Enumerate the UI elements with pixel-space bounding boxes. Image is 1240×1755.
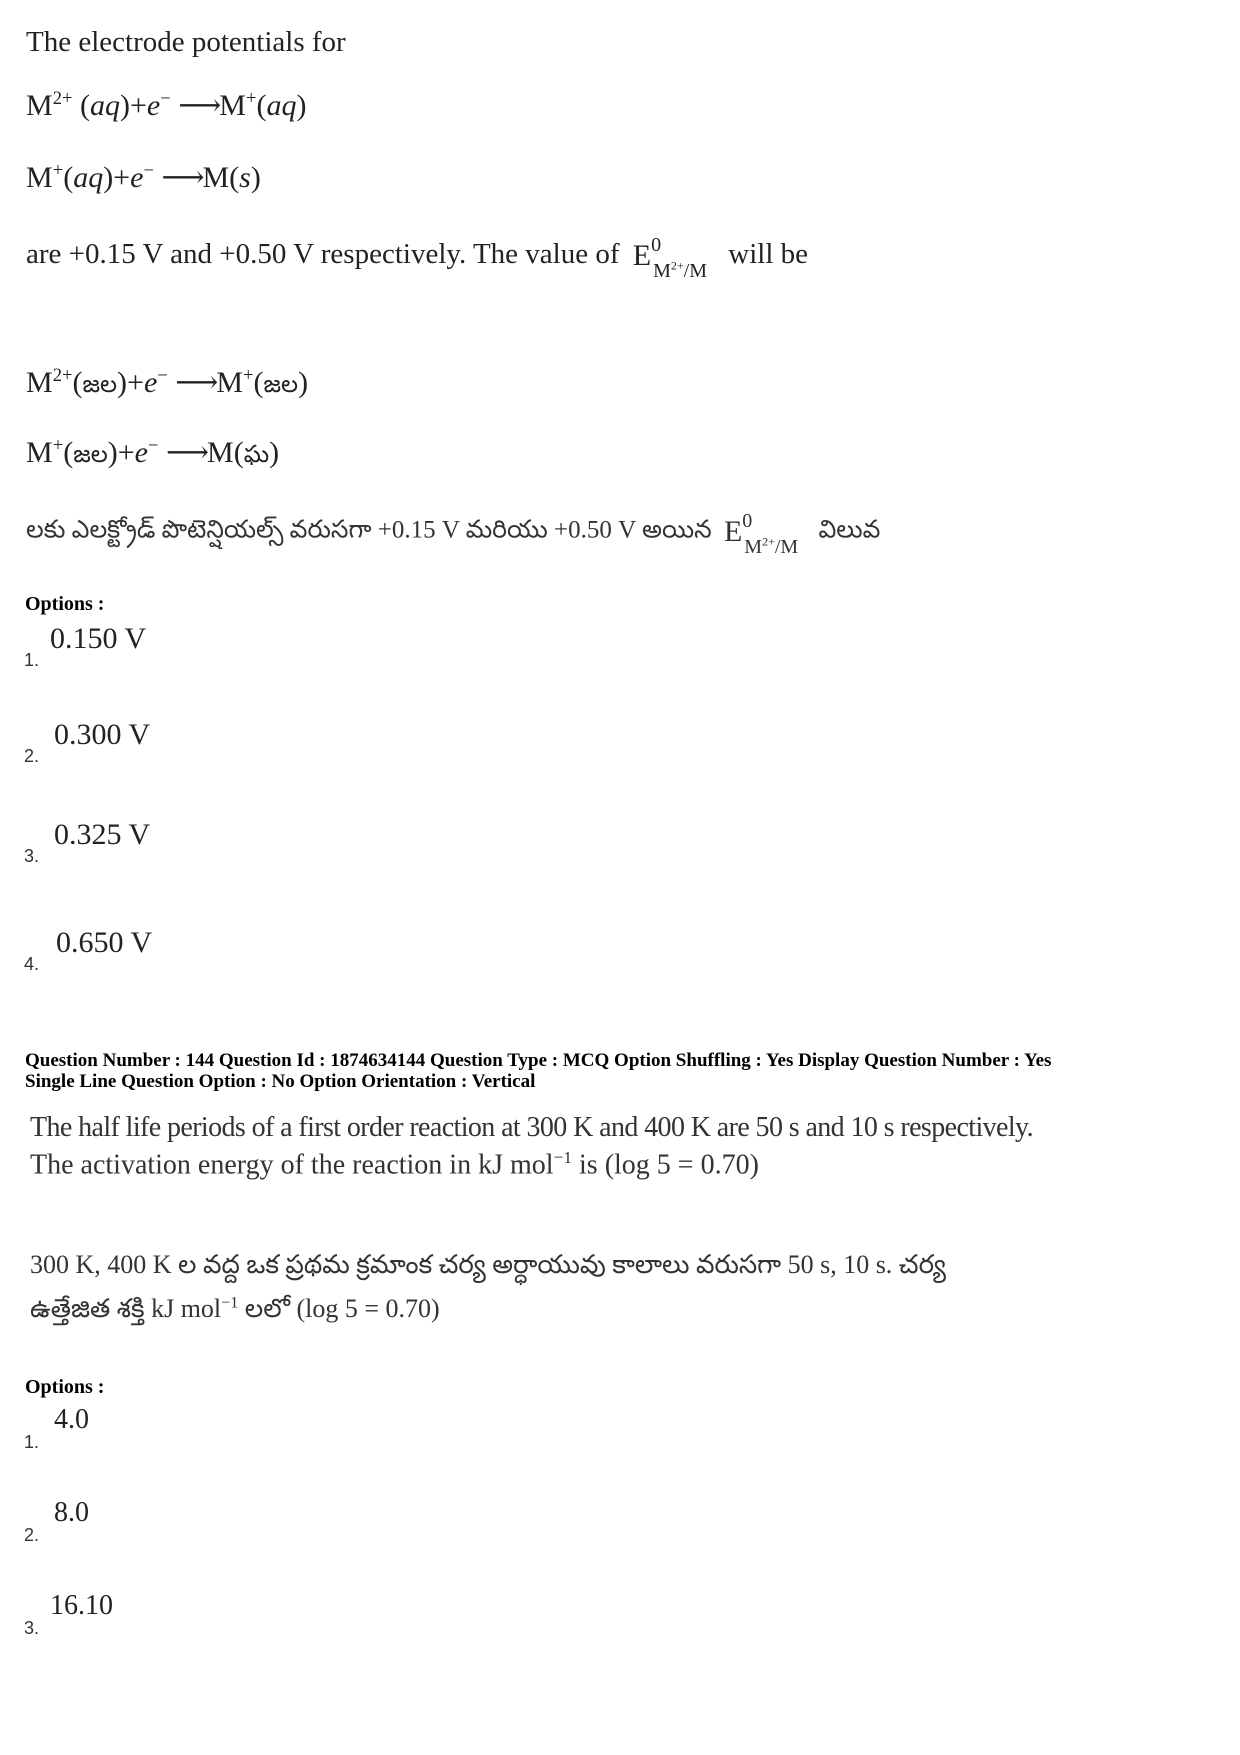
question-text-te: 300 K, 400 K ల వద్ద ఒక ప్రథమ క్రమాంక చర్య అర్ధాయువు కాలాలు వరుసగా 50 s, 10 s. చర్య ఉత్తేజిత శక్తి kJ mol$^{-1}$ లలో (log 5 = 0.70) (30, 1250, 946, 1323)
reaction-arrow: ⟶ (161, 161, 203, 194)
question-intro: The electrode potentials for (26, 26, 346, 58)
equation-2: M+(aq)+e− ⟶M(s) (26, 160, 261, 194)
telugu-statement: లకు ఎలక్ట్రోడ్ పొటెన్షియల్స్ వరుసగా +0.15 V మరియు +0.50 V అయిన $E^0_{M^{2+}/M}$ విలువ (26, 510, 881, 558)
options-label: Options : (25, 1376, 105, 1398)
question-text-en: The half life periods of a first order reaction at 300 K and 400 K are 50 s and 10 s respectively. The activation energy of the reaction in kJ mol$^{-1}$ is (log 5 = 0.70) (30, 1112, 1034, 1181)
question-meta: Question Number : 144 Question Id : 1874634144 Question Type : MCQ Option Shuffling : Yes Display Question Number : Yes Single Line Question Option : No Option Orientation : Vertical (25, 1050, 1052, 1092)
telugu-equation-2: M+(జల)+e− ⟶M(ఘ) (26, 435, 280, 469)
equation-1: $M^{2+}$ (aq)+e− ⟶M+(aq) (26, 88, 307, 122)
reaction-arrow: ⟶ (178, 89, 220, 122)
telugu-equation-1: $M^{2+}(జల)+e^-$ ⟶M+(జల) (26, 365, 309, 399)
reaction-arrow: ⟶ (166, 436, 208, 469)
standard-potential-symbol: $E^0_{M^{2+}/M}$ (632, 234, 708, 283)
reaction-arrow: ⟶ (175, 366, 217, 399)
question-statement: are +0.15 V and +0.50 V respectively. The value of $E^0_{M^{2+}/M}$ will be (26, 234, 809, 283)
standard-potential-symbol: $E^0_{M^{2+}/M}$ (723, 510, 799, 558)
options-label: Options : (25, 593, 105, 615)
